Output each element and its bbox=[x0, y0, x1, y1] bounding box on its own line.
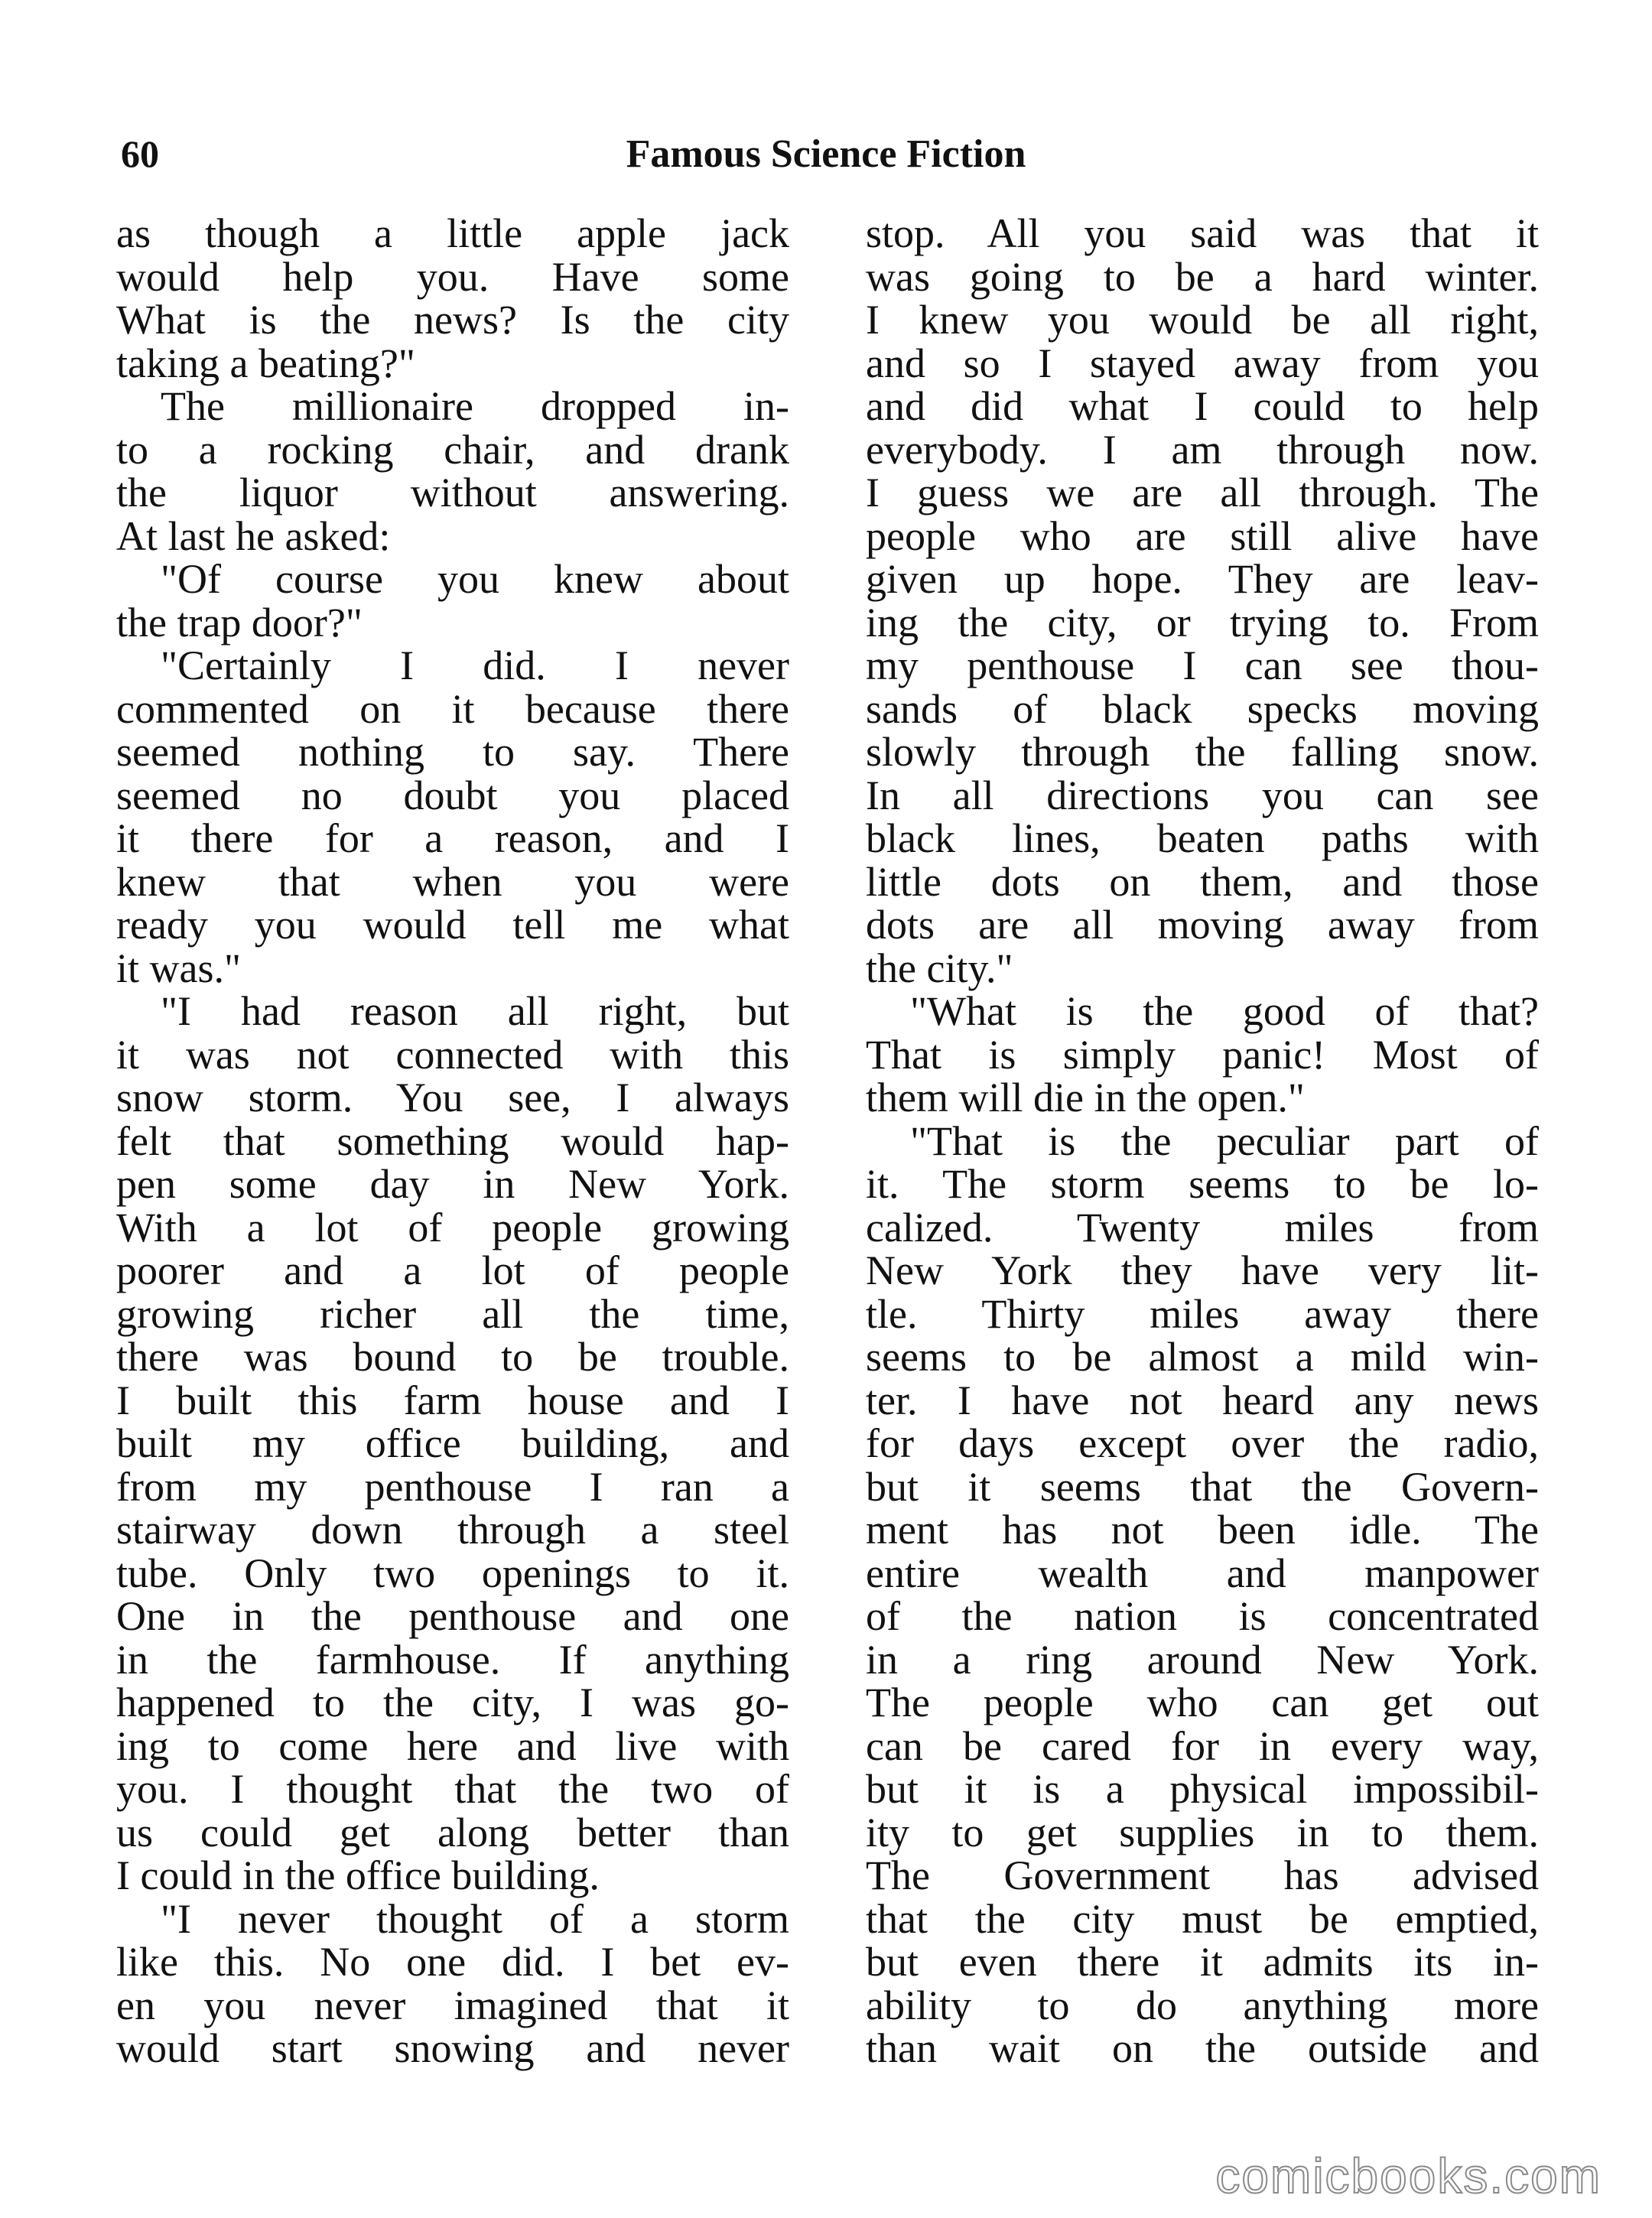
text-line: built my office building, and bbox=[116, 1420, 789, 1466]
text-line: stop. All you said was that it bbox=[866, 210, 1539, 256]
text-line: "What is the good of that? bbox=[910, 988, 1539, 1034]
text-line: dots are all moving away from bbox=[866, 902, 1539, 948]
text-line: I guess we are all through. The bbox=[866, 470, 1539, 515]
text-line: it was." bbox=[116, 945, 242, 991]
text-line: One in the penthouse and one bbox=[116, 1593, 789, 1639]
text-line: the liquor without answering. bbox=[116, 470, 789, 515]
text-line: was going to be a hard winter. bbox=[866, 253, 1539, 300]
text-line: In all directions you can see bbox=[866, 772, 1539, 818]
text-line: I built this farm house and I bbox=[116, 1377, 789, 1423]
text-line: "I had reason all right, but bbox=[161, 988, 789, 1034]
text-line: ability to do anything more bbox=[866, 1982, 1539, 2028]
text-line: slowly through the falling snow. bbox=[866, 729, 1539, 775]
text-line: us could get along better than bbox=[116, 1809, 789, 1855]
text-line: The people who can get out bbox=[866, 1680, 1539, 1725]
text-line: The millionaire dropped in- bbox=[161, 383, 789, 429]
watermark-logo: comicbooks.com bbox=[1215, 2148, 1602, 2203]
text-line: en you never imagined that it bbox=[116, 1982, 789, 2028]
text-line: ity to get supplies in to them. bbox=[866, 1809, 1539, 1855]
text-line: than wait on the outside and bbox=[866, 2025, 1539, 2071]
text-line: can be cared for in every way, bbox=[866, 1722, 1539, 1769]
text-line: growing richer all the time, bbox=[116, 1290, 789, 1337]
text-line: seemed no doubt you placed bbox=[116, 772, 789, 818]
running-title: Famous Science Fiction bbox=[626, 132, 1026, 176]
text-line: commented on it because there bbox=[116, 685, 789, 732]
text-line: my penthouse I can see thou- bbox=[866, 642, 1539, 688]
text-line: ment has not been idle. The bbox=[866, 1507, 1539, 1553]
text-line: happened to the city, I was go- bbox=[116, 1680, 789, 1725]
text-line: tube. Only two openings to it. bbox=[116, 1550, 789, 1596]
text-line: New York they have very lit- bbox=[866, 1247, 1539, 1293]
text-line: seems to be almost a mild win- bbox=[866, 1334, 1539, 1380]
text-line: them will die in the open." bbox=[866, 1075, 1305, 1120]
text-line: but even there it admits its in- bbox=[866, 1939, 1539, 1985]
text-line: the trap door?" bbox=[116, 599, 363, 646]
text-line: entire wealth and manpower bbox=[866, 1550, 1539, 1596]
text-line: I knew you would be all right, bbox=[866, 297, 1539, 343]
text-line: At last he asked: bbox=[116, 512, 391, 559]
text-line: to a rocking chair, and drank bbox=[116, 426, 789, 473]
text-line: I could in the office building. bbox=[116, 1852, 600, 1898]
text-line: little dots on them, and those bbox=[866, 858, 1539, 905]
text-line: snow storm. You see, I always bbox=[116, 1075, 789, 1120]
text-line: the city." bbox=[866, 945, 1013, 991]
text-line: black lines, beaten paths with bbox=[866, 815, 1539, 861]
text-line: would start snowing and never bbox=[116, 2025, 789, 2071]
text-line: What is the news? Is the city bbox=[116, 297, 789, 343]
text-line: With a lot of people growing bbox=[116, 1204, 789, 1250]
text-line: ing to come here and live with bbox=[116, 1722, 789, 1769]
text-line: felt that something would hap- bbox=[116, 1117, 789, 1164]
text-line: would help you. Have some bbox=[116, 253, 789, 300]
text-line: The Government has advised bbox=[866, 1852, 1539, 1898]
text-line: knew that when you were bbox=[116, 858, 789, 905]
left-text-column bbox=[116, 212, 789, 2070]
text-line: like this. No one did. I bet ev- bbox=[116, 1939, 789, 1985]
text-line: ter. I have not heard any news bbox=[866, 1377, 1539, 1423]
text-line: people who are still alive have bbox=[866, 512, 1539, 559]
text-line: everybody. I am through now. bbox=[866, 426, 1539, 473]
text-line: there was bound to be trouble. bbox=[116, 1334, 789, 1380]
text-line: given up hope. They are leav- bbox=[866, 556, 1539, 602]
text-line: and did what I could to help bbox=[866, 383, 1539, 429]
text-line: "I never thought of a storm bbox=[161, 1895, 789, 1942]
text-line: "That is the peculiar part of bbox=[910, 1117, 1539, 1164]
text-line: for days except over the radio, bbox=[866, 1420, 1539, 1466]
text-line: that the city must be emptied, bbox=[866, 1895, 1539, 1942]
text-line: stairway down through a steel bbox=[116, 1507, 789, 1553]
text-line: "Of course you knew about bbox=[161, 556, 789, 602]
text-line: in a ring around New York. bbox=[866, 1636, 1539, 1683]
right-text-column bbox=[866, 212, 1539, 2070]
text-line: of the nation is concentrated bbox=[866, 1593, 1539, 1639]
text-line: sands of black specks moving bbox=[866, 685, 1539, 732]
text-line: "Certainly I did. I never bbox=[161, 642, 789, 688]
text-line: as though a little apple jack bbox=[116, 210, 789, 256]
text-line: it there for a reason, and I bbox=[116, 815, 789, 861]
page-number: 60 bbox=[121, 132, 159, 175]
text-line: calized. Twenty miles from bbox=[866, 1204, 1539, 1250]
text-line: tle. Thirty miles away there bbox=[866, 1290, 1539, 1337]
text-line: it. The storm seems to be lo- bbox=[866, 1161, 1539, 1207]
text-line: poorer and a lot of people bbox=[116, 1247, 789, 1293]
text-line: seemed nothing to say. There bbox=[116, 729, 789, 775]
text-line: from my penthouse I ran a bbox=[116, 1463, 789, 1510]
text-line: it was not connected with this bbox=[116, 1031, 789, 1078]
text-line: but it seems that the Govern- bbox=[866, 1463, 1539, 1510]
text-line: ready you would tell me what bbox=[116, 902, 789, 948]
text-line: taking a beating?" bbox=[116, 340, 415, 386]
text-line: ing the city, or trying to. From bbox=[866, 599, 1539, 646]
text-line: pen some day in New York. bbox=[116, 1161, 789, 1207]
text-line: you. I thought that the two of bbox=[116, 1766, 789, 1812]
text-line: and so I stayed away from you bbox=[866, 340, 1539, 386]
text-line: but it is a physical impossibil- bbox=[866, 1766, 1539, 1812]
text-line: That is simply panic! Most of bbox=[866, 1031, 1539, 1078]
text-line: in the farmhouse. If anything bbox=[116, 1636, 789, 1683]
